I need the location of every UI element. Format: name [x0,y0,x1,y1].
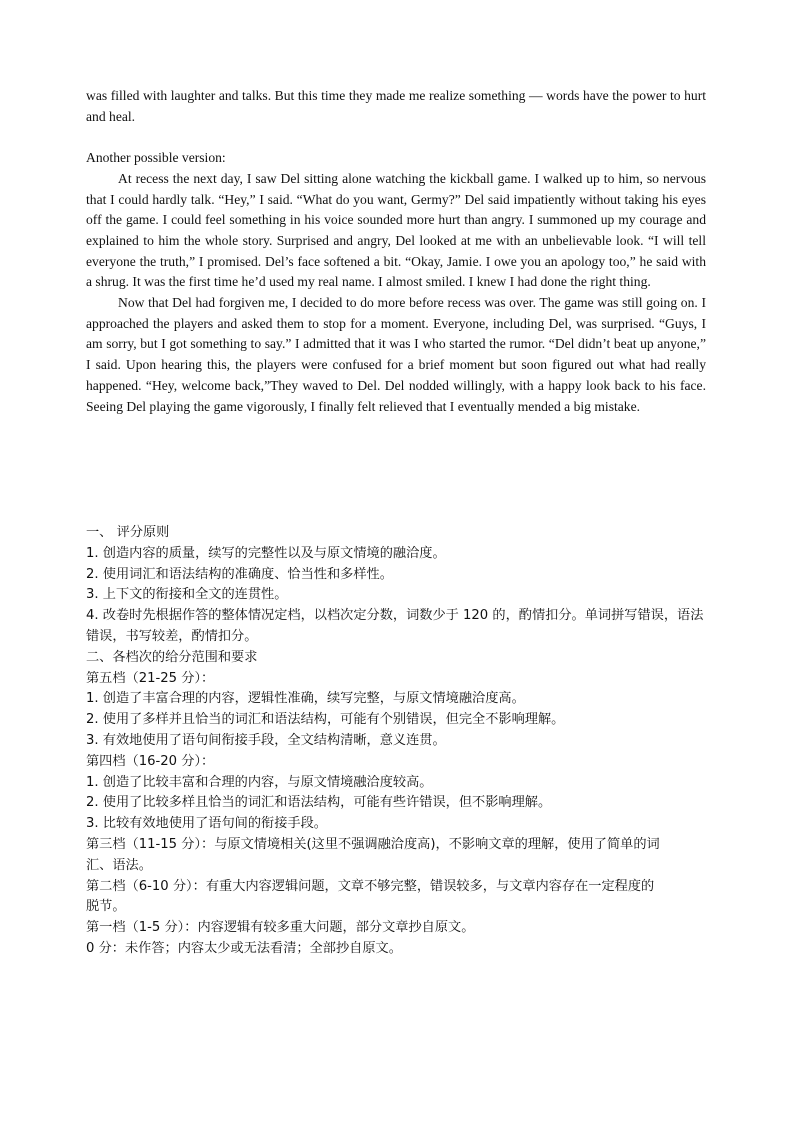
grade5-item: 2. 使用了多样并且恰当的词汇和语法结构，可能有个别错误，但完全不影响理解。 [86,712,565,728]
rule-item: 2. 使用词汇和语法结构的准确度、恰当性和多样性。 [86,566,393,582]
grade4-item: 3. 比较有效地使用了语句间的衔接手段。 [86,816,327,832]
section-title-principles: 一、 评分原则 [86,525,170,540]
grade0-text: 0 分：未作答；内容太少或无法看清；全部抄自原文。 [86,940,402,956]
blank-line [86,127,706,148]
grade4-item: 2. 使用了比较多样且恰当的词汇和语法结构，可能有些许错误，但不影响理解。 [86,795,552,811]
grade2-text: 第二档（6-10 分）：有重大内容逻辑问题，文章不够完整，错误较多，与文章内容存在一定程度的 [86,878,655,894]
grade5-title: 第五档（21-25 分）： [86,670,215,686]
english-passage [86,86,706,417]
grade5-item: 3. 有效地使用了语句间衔接手段，全文结构清晰，意义连贯。 [86,732,446,748]
grade3-text-cont: 汇、语法。 [86,857,152,873]
grade5-item: 1. 创造了丰富合理的内容，逻辑性准确，续写完整，与原文情境融洽度高。 [86,691,525,707]
rule-item: 3. 上下文的衔接和全文的连贯性。 [86,587,288,603]
scoring-section [86,523,712,960]
version-heading: Another possible version: [86,150,226,166]
rule-item: 4. 改卷时先根据作答的整体情况定档，以档次定分数，词数少于 120 的，酌情扣分。单词拼写错误，语法错误，书写较差，酌情扣分。 [86,608,704,644]
rule-item: 1. 创造内容的质量，续写的完整性以及与原文情境的融洽度。 [86,545,446,561]
passage-paragraph-1: At recess the next day, I saw Del sitting alone watching the kickball game. I walked up to him, so nervous that I could hardly talk. “Hey,” I said. “What do you want, Germy?” Del said impatiently without taking his eyes off the game. I could feel something in his voice sounded more hurt than angry. I summoned up my courage and explained to him the whole story. Surprised and angry, Del looked at me with an unbelievable look. “I will tell everyone the truth,” I promised. Del’s face softened a bit. “Okay, Jamie. I owe you an apology too,” he said with a shrug. It was the first time he’d used my real name. I almost smiled. I knew I had done the right thing. [86,170,706,290]
passage-paragraph-2: Now that Del had forgiven me, I decided to do more before recess was over. The game was still going on. I approached the players and asked them to stop for a moment. Everyone, including Del, was surprised. “Guys, I am sorry, but I got something to say.” I admitted that it was I who started the rumor. “Del didn’t beat up anyone,” I said. Upon hearing this, the players were confused for a brief moment but soon figured out what had really happened. “Hey, welcome back,”They waved to Del. Del nodded willingly, with a happy look back to his face. Seeing Del playing the game vigorously, I finally felt relieved that I eventually mended a big mistake. [86,295,706,414]
grade1-text: 第一档（1-5 分）：内容逻辑有较多重大问题，部分文章抄自原文。 [86,920,475,936]
section-title-grades: 二、各档次的给分范围和要求 [86,649,258,665]
grade3-text: 第三档（11-15 分）：与原文情境相关(这里不强调融洽度高)，不影响文章的理解，使用了简单的词 [86,836,660,852]
grade4-item: 1. 创造了比较丰富和合理的内容，与原文情境融洽度较高。 [86,774,433,790]
grade2-text-cont: 脱节。 [86,899,126,915]
grade4-title: 第四档（16-20 分）： [86,753,215,769]
passage-paragraph-continuation: was filled with laughter and talks. But this time they made me realize something — words have the power to hurt and heal. [86,88,706,124]
